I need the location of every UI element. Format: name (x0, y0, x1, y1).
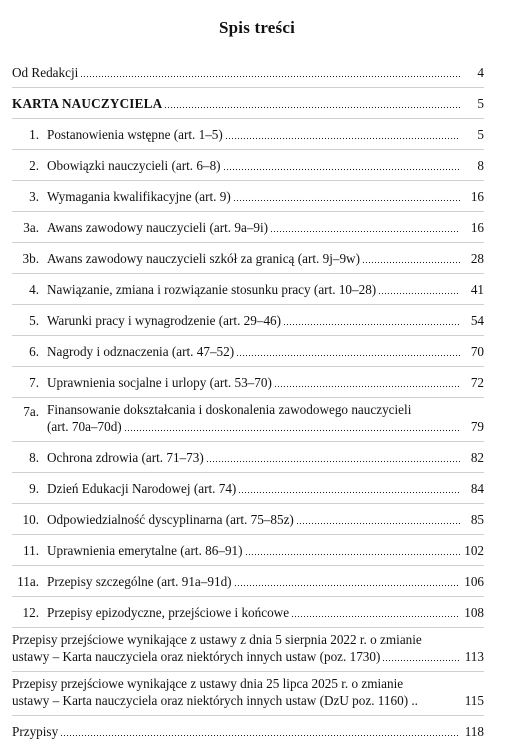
toc-entry-page: 84 (470, 481, 484, 496)
leader-dots (245, 552, 460, 556)
toc-entry-chapter[interactable] (12, 472, 484, 503)
toc-entry-number: 7a. (23, 404, 39, 419)
leader-dots (233, 198, 460, 202)
leader-dots (296, 521, 460, 525)
leader-dots (234, 583, 460, 587)
toc-entry-page: 41 (470, 282, 484, 297)
toc-entry-page: 5 (477, 96, 484, 111)
toc-entry-number: 6. (29, 344, 39, 359)
toc-entry-label: Warunki pracy i wynagrodzenie (art. 29–46) (47, 313, 282, 328)
toc-entry-chapter[interactable] (12, 149, 484, 180)
leader-dots (80, 74, 460, 78)
toc-entry-label: Obowiązki nauczycieli (art. 6–8) (47, 158, 221, 173)
toc-entry-chapter[interactable] (12, 211, 484, 242)
toc-entry-number: 4. (29, 282, 39, 297)
toc-entry-chapter[interactable] (12, 503, 484, 534)
toc-entry-label: Przepisy epizodyczne, przejściowe i końcowe (47, 605, 290, 620)
toc-entry-karta-nauczyciela[interactable] (12, 87, 484, 118)
toc-entry-label: Awans zawodowy nauczycieli (art. 9a–9i) (47, 220, 269, 235)
toc-entry-chapter[interactable] (12, 118, 484, 149)
leader-dots (206, 459, 460, 463)
toc-entry-label: Przepisy szczególne (art. 91a–91d) (47, 574, 232, 589)
toc-entry-page: 102 (464, 543, 484, 558)
toc-entry-number: 11a. (17, 574, 39, 589)
toc-entry-label: Odpowiedzialność dyscyplinarna (art. 75–85z) (47, 512, 294, 527)
leader-dots (378, 291, 460, 295)
toc-entry-page: 108 (464, 605, 484, 620)
toc-entry-label: Od Redakcji (12, 65, 79, 80)
toc-entry-label: Nagrody i odznaczenia (art. 47–52) (47, 344, 235, 359)
toc-entry-label-line1: Przepisy przejściowe wynikające z ustawy dnia 25 lipca 2025 r. o zmianie (12, 676, 404, 691)
toc-entry-number: 8. (29, 450, 39, 465)
toc-entry-number: 5. (29, 313, 39, 328)
leader-dots (60, 733, 460, 737)
toc-entry-number: 3a. (23, 220, 39, 235)
toc-entry-chapter[interactable] (12, 441, 484, 472)
toc-entry-page: 70 (470, 344, 484, 359)
toc-entry-number: 11. (23, 543, 39, 558)
toc-entry-chapter[interactable] (12, 565, 484, 596)
toc-entry-chapter[interactable] (12, 596, 484, 627)
toc-entry-label: Nawiązanie, zmiana i rozwiązanie stosunku pracy (art. 10–28) (47, 282, 377, 297)
toc-entry-number: 12. (22, 605, 39, 620)
leader-dots (270, 229, 460, 233)
leader-dots (382, 658, 460, 662)
toc-entry-number: 2. (29, 158, 39, 173)
toc-entry-number: 3b. (22, 251, 39, 266)
toc-entry-number: 10. (22, 512, 39, 527)
toc-entry-chapter[interactable] (12, 304, 484, 335)
toc-entry-page: 79 (470, 419, 484, 434)
toc-entry-page: 72 (470, 375, 484, 390)
toc-entry-page: 4 (477, 65, 484, 80)
toc-entry-label-line1: Finansowanie dokształcania i doskonalenia zawodowego nauczycieli (47, 402, 412, 417)
toc-entry-chapter[interactable] (12, 242, 484, 273)
leader-dots (164, 105, 460, 109)
toc-entry-chapter[interactable] (12, 335, 484, 366)
toc-entry-page: 85 (470, 512, 484, 527)
toc-entry-page: 5 (477, 127, 484, 142)
toc-entry-chapter[interactable] (12, 180, 484, 211)
toc-entry-label: Uprawnienia socjalne i urlopy (art. 53–70) (47, 375, 272, 390)
toc-entry-number: 9. (29, 481, 39, 496)
toc-entry-page: 115 (464, 693, 484, 708)
toc-entry-przypisy[interactable] (12, 715, 484, 746)
page-title: Spis treści (218, 18, 296, 37)
toc-entry-number: 1. (29, 127, 39, 142)
toc-entry-label: Ochrona zdrowia (art. 71–73) (47, 450, 204, 465)
toc-entry-przepisy-przejsciowe-2022[interactable] (12, 627, 484, 671)
toc-entry-page: 16 (470, 189, 484, 204)
leader-dots (225, 136, 460, 140)
toc-entry-label-line2: ustawy – Karta nauczyciela oraz niektórych innych ustaw (DzU poz. 1160) .. (12, 693, 418, 708)
toc-entry-page: 113 (464, 649, 484, 664)
leader-dots (362, 260, 460, 264)
toc-entry-przepisy-przejsciowe-2025[interactable] (12, 671, 484, 715)
toc-entry-label: KARTA NAUCZYCIELA (12, 96, 163, 111)
toc-entry-label: Przypisy (12, 724, 59, 739)
leader-dots (238, 490, 460, 494)
toc-entry-label: Dzień Edukacji Narodowej (art. 74) (47, 481, 237, 496)
table-of-contents (12, 56, 484, 746)
toc-entry-page: 118 (464, 724, 484, 739)
toc-entry-label-line2: ustawy – Karta nauczyciela oraz niektórych innych ustaw (poz. 1730) (12, 649, 381, 664)
leader-dots (124, 428, 460, 432)
toc-entry-page: 16 (470, 220, 484, 235)
leader-dots (291, 614, 460, 618)
toc-entry-label-line1: Przepisy przejściowe wynikające z ustawy z dnia 5 sierpnia 2022 r. o zmianie (12, 632, 422, 647)
toc-entry-chapter[interactable] (12, 366, 484, 397)
leader-dots (274, 384, 460, 388)
toc-entry-chapter[interactable] (12, 397, 484, 441)
toc-entry-label: Awans zawodowy nauczycieli szkół za granicą (art. 9j–9w) (47, 251, 360, 266)
toc-entry-page: 28 (470, 251, 484, 266)
toc-entry-od-redakcji[interactable] (12, 56, 484, 87)
leader-dots (236, 353, 460, 357)
toc-entry-label: Uprawnienia emerytalne (art. 86–91) (47, 543, 243, 558)
toc-entry-page: 82 (470, 450, 484, 465)
toc-entry-page: 8 (477, 158, 484, 173)
leader-dots (283, 322, 460, 326)
toc-entry-label: Postanowienia wstępne (art. 1–5) (47, 127, 223, 142)
toc-entry-page: 106 (464, 574, 484, 589)
toc-entry-label-line2: (art. 70a–70d) (47, 419, 122, 434)
toc-entry-number: 7. (29, 375, 39, 390)
toc-entry-chapter[interactable] (12, 534, 484, 565)
toc-entry-page: 54 (470, 313, 484, 328)
toc-entry-chapter[interactable] (12, 273, 484, 304)
toc-entry-number: 3. (29, 189, 39, 204)
toc-entry-label: Wymagania kwalifikacyjne (art. 9) (47, 189, 231, 204)
leader-dots (223, 167, 460, 171)
